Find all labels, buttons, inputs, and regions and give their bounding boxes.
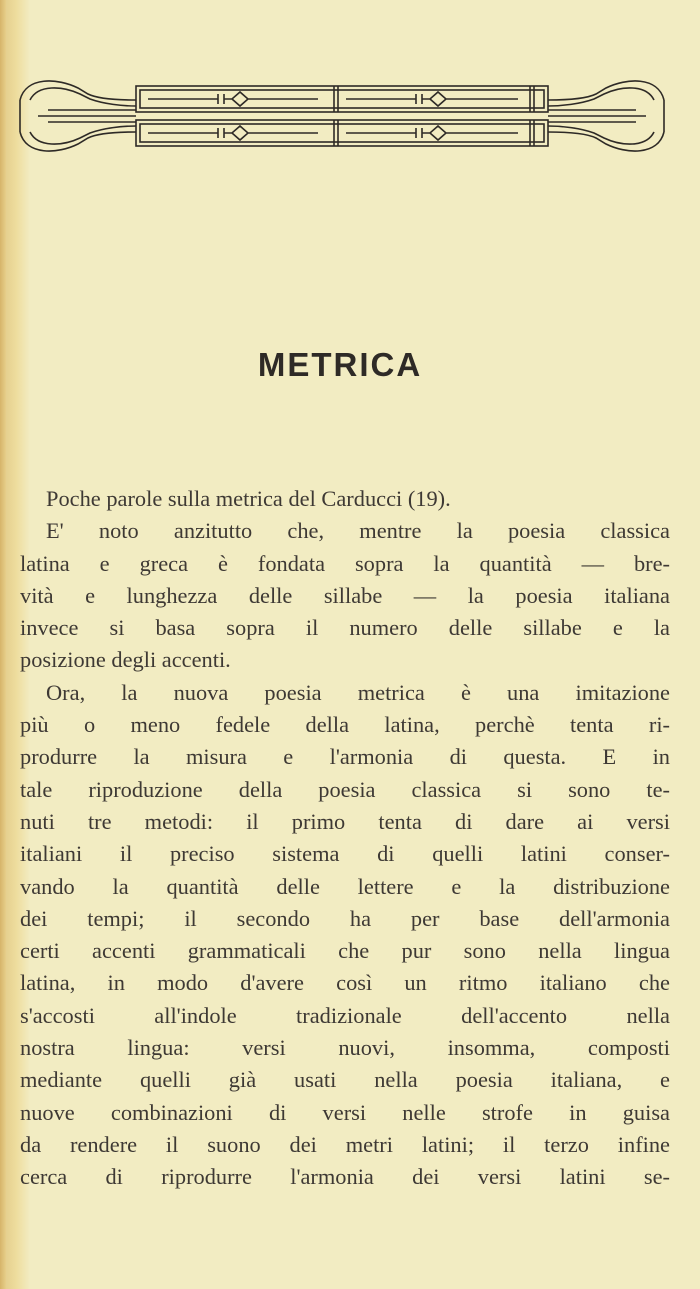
right-scroll-bottom — [548, 132, 664, 151]
text-line: invece si basa sopra il numero delle sillabe e la — [20, 615, 670, 641]
text-line: produrre la misura e l'armonia di questa. E in — [20, 744, 670, 770]
paragraph-2 — [20, 515, 670, 676]
text-line: Ora, la nuova poesia metrica è una imitazione — [46, 679, 670, 705]
text-line: posizione degli accenti. — [20, 647, 231, 673]
text-line: Poche parole sulla metrica del Carducci (19). — [46, 486, 451, 511]
right-scroll-top — [548, 81, 664, 100]
text-line: vando la quantità delle lettere e la distribuzione — [20, 873, 670, 899]
frieze-row-top — [136, 86, 548, 112]
paragraph-1 — [20, 483, 670, 515]
text-line: certi accenti grammaticali che pur sono nella lingua — [20, 938, 670, 964]
frieze-row-bottom — [136, 120, 548, 146]
text-line: più o meno fedele della latina, perchè tenta ri- — [20, 712, 670, 738]
text-line: italiani il preciso sistema di quelli latini conser- — [20, 841, 670, 867]
text-line: nuove combinazioni di versi nelle strofe in guisa — [20, 1099, 670, 1125]
book-spine — [0, 0, 6, 1289]
paragraph-3 — [20, 677, 670, 1194]
text-line: da rendere il suono dei metri latini; il terzo infine — [20, 1131, 670, 1157]
body-text — [20, 483, 670, 1194]
text-line: latina e greca è fondata sopra la quantità — bre- — [20, 550, 670, 576]
text-line: cerca di riprodurre l'armonia dei versi latini se- — [20, 1164, 670, 1190]
text-line: tale riproduzione della poesia classica si sono te- — [20, 776, 670, 802]
decorative-frieze-ornament — [18, 66, 666, 166]
text-line: E' noto anzitutto che, mentre la poesia classica — [46, 518, 670, 544]
text-line: vità e lunghezza delle sillabe — la poesia italiana — [20, 582, 670, 608]
text-line: dei tempi; il secondo ha per base dell'armonia — [20, 905, 670, 931]
chapter-title: METRICA — [257, 346, 423, 383]
text-line: nostra lingua: versi nuovi, insomma, composti — [20, 1035, 670, 1061]
text-line: mediante quelli già usati nella poesia italiana, e — [20, 1067, 670, 1093]
text-line: nuti tre metodi: il primo tenta di dare ai versi — [20, 808, 670, 834]
text-line: latina, in modo d'avere così un ritmo italiano che — [20, 970, 670, 996]
text-line: s'accosti all'indole tradizionale dell'accento nella — [20, 1002, 670, 1028]
left-scroll-top — [20, 81, 136, 100]
left-scroll-bottom — [20, 132, 136, 151]
